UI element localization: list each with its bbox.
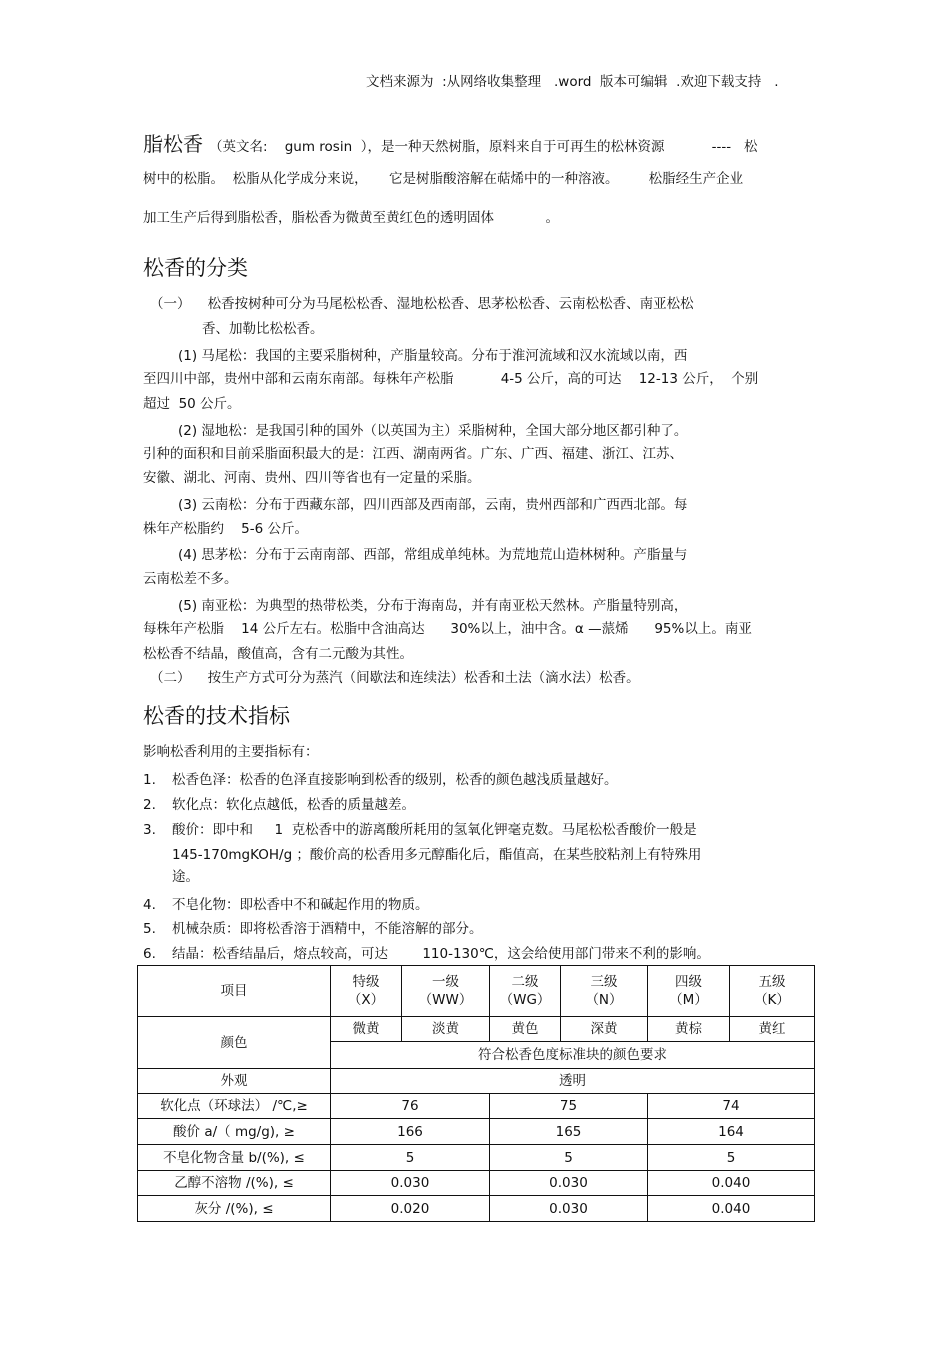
grade-name: 三级 [590,974,618,990]
value-cell: 164 [648,1119,815,1145]
grade-name: 特级 [352,974,380,990]
table-row-colors [138,1017,815,1042]
value-cell: 0.040 [648,1196,815,1222]
value-cell: 5 [490,1145,648,1171]
color-cell: 黄棕 [648,1017,730,1042]
page-header-note: 文档来源为 :从网络收集整理 .word 版本可编辑 .欢迎下载支持 . [366,74,779,90]
intro-line-2: 树中的松脂。 松脂从化学成分来说， 它是树脂酸溶解在萜烯中的一种溶液。 松脂经生产企业 [143,171,744,187]
pine-item-3-line-1: (3) 云南松：分布于西藏东部，四川西部及西南部，云南，贵州西部和广西西北部。每 [178,497,688,513]
intro-line-1 [143,132,758,156]
grade-code: （K） [754,992,790,1008]
grade-code: （M） [669,992,708,1008]
value-cell: 0.030 [331,1171,490,1196]
grade-code: （WW） [418,992,473,1008]
color-cell: 深黄 [561,1017,648,1042]
table-row-grades [138,966,815,1017]
grade-cell-ww [402,966,490,1017]
grade-cell-k [730,966,815,1017]
value-cell: 0.040 [648,1171,815,1196]
rosin-spec-table [137,965,815,1222]
classification-p2: （二） 按生产方式可分为蒸汽（间歇法和连续法）松香和土法（滴水法）松香。 [150,670,640,686]
spec-item-1-num: 1. [143,772,156,788]
color-cell: 淡黄 [402,1017,490,1042]
value-cell: 5 [331,1145,490,1171]
color-cell: 黄红 [730,1017,815,1042]
grade-code: （N） [585,992,623,1008]
appearance-value-cell: 透明 [331,1069,815,1094]
section-title-specs: 松香的技术指标 [143,704,290,728]
classification-p1-line-1: （一） 松香按树种可分为马尾松松香、湿地松松香、思茅松松香、云南松松香、南亚松松 [150,296,694,312]
classification-p1-line-2: 香、加勒比松松香。 [202,321,324,337]
pine-item-1-line-2: 至四川中部，贵州中部和云南东南部。每株年产松脂 4-5 公斤，高的可达 12-13 公斤， 个别 [143,371,759,387]
spec-item-3-num: 3. [143,822,156,838]
appearance-label-cell: 外观 [138,1069,331,1094]
intro-line-3: 加工生产后得到脂松香，脂松香为微黄至黄红色的透明固体 。 [143,210,559,226]
grade-code: （WG） [499,992,551,1008]
pine-item-1-line-3: 超过 50 公斤。 [143,396,241,412]
value-cell: 165 [490,1119,648,1145]
row-label-cell: 乙醇不溶物 /(%), ≤ [138,1171,331,1196]
pine-item-5-line-2: 每株年产松脂 14 公斤左右。松脂中含油高达 30%以上，油中含。α —蒎烯 95%以上。南亚 [143,621,752,637]
spec-item-2-num: 2. [143,797,156,813]
table-row [138,1119,815,1145]
color-cell: 黄色 [490,1017,561,1042]
table-row [138,1196,815,1222]
pine-item-4-line-2: 云南松差不多。 [143,571,238,587]
grade-cell-m [648,966,730,1017]
pine-item-3-line-2: 株年产松脂约 5-6 公斤。 [143,521,309,537]
spec-item-6-text: 结晶：松香结晶后，熔点较高，可达 110-130℃，这会给使用部门带来不利的影响。 [172,946,710,962]
spec-item-6-num: 6. [143,946,156,962]
grade-cell-n [561,966,648,1017]
pine-item-1-line-1: (1) 马尾松：我国的主要采脂树种，产脂量较高。分布于淮河流域和汉水流域以南，西 [178,348,688,364]
spec-item-3-line-3: 途。 [172,869,199,885]
row-label-cell: 不皂化物含量 b/(%), ≤ [138,1145,331,1171]
grade-cell-wg [490,966,561,1017]
color-note-cell: 符合松香色度标准块的颜色要求 [331,1042,815,1069]
pine-item-5-line-3: 松松香不结晶，酸值高，含有二元酸为其性。 [143,646,413,662]
grade-cell-x [331,966,402,1017]
table-row [138,1145,815,1171]
grade-name: 四级 [675,974,702,990]
intro-term: 脂松香 [143,132,203,156]
value-cell: 0.030 [490,1196,648,1222]
grade-name: 二级 [511,974,539,990]
grade-code: （X） [347,992,385,1008]
pine-item-2-line-1: (2) 湿地松：是我国引种的国外（以英国为主）采脂树种，全国大部分地区都引种了。 [178,423,688,439]
item-header-cell: 项目 [138,966,331,1017]
intro-line-1-text: （英文名: gum rosin ），是一种天然树脂，原料来自于可再生的松林资源 ---- 松 [209,139,758,155]
pine-item-5-line-1: (5) 南亚松：为典型的热带松类，分布于海南岛，并有南亚松天然林。产脂量特别高， [178,598,688,614]
grade-name: 五级 [758,974,786,990]
value-cell: 75 [490,1094,648,1119]
pine-item-2-line-3: 安徽、湖北、河南、贵州、四川等省也有一定量的采脂。 [143,470,481,486]
pine-item-4-line-1: (4) 思茅松：分布于云南南部、西部，常组成单纯林。为荒地荒山造林树种。产脂量与 [178,547,688,563]
spec-item-4-num: 4. [143,897,156,913]
spec-item-3-line-2: 145-170mgKOH/g ；酸价高的松香用多元醇酯化后，酯值高，在某些胶粘剂上有特殊用 [172,847,702,863]
table-row-appearance [138,1069,815,1094]
row-label-cell: 酸价 a/（ mg/g), ≥ [138,1119,331,1145]
pine-item-2-line-2: 引种的面积和目前采脂面积最大的是：江西、湖南两省。广东、广西、福建、浙江、江苏、 [143,446,683,462]
spec-item-2-text: 软化点：软化点越低，松香的质量越差。 [172,797,415,813]
spec-item-4-text: 不皂化物：即松香中不和碱起作用的物质。 [172,897,429,913]
spec-item-1-text: 松香色泽：松香的色泽直接影响到松香的级别，松香的颜色越浅质量越好。 [172,772,618,788]
value-cell: 0.030 [490,1171,648,1196]
spec-item-3-line-1: 酸价：即中和 1 克松香中的游离酸所耗用的氢氧化钾毫克数。马尾松松香酸价一般是 [172,822,697,838]
table-row [138,1094,815,1119]
value-cell: 166 [331,1119,490,1145]
value-cell: 5 [648,1145,815,1171]
grade-name: 一级 [432,974,459,990]
row-label-cell: 软化点（环球法） /℃,≥ [138,1094,331,1119]
table-row [138,1171,815,1196]
value-cell: 76 [331,1094,490,1119]
value-cell: 74 [648,1094,815,1119]
spec-item-5-text: 机械杂质：即将松香溶于酒精中，不能溶解的部分。 [172,921,483,937]
color-label-cell: 颜色 [138,1017,331,1069]
value-cell: 0.020 [331,1196,490,1222]
specs-intro: 影响松香利用的主要指标有： [143,744,319,760]
row-label-cell: 灰分 /(%), ≤ [138,1196,331,1222]
spec-item-5-num: 5. [143,921,156,937]
color-cell: 微黄 [331,1017,402,1042]
section-title-classification: 松香的分类 [143,256,248,280]
